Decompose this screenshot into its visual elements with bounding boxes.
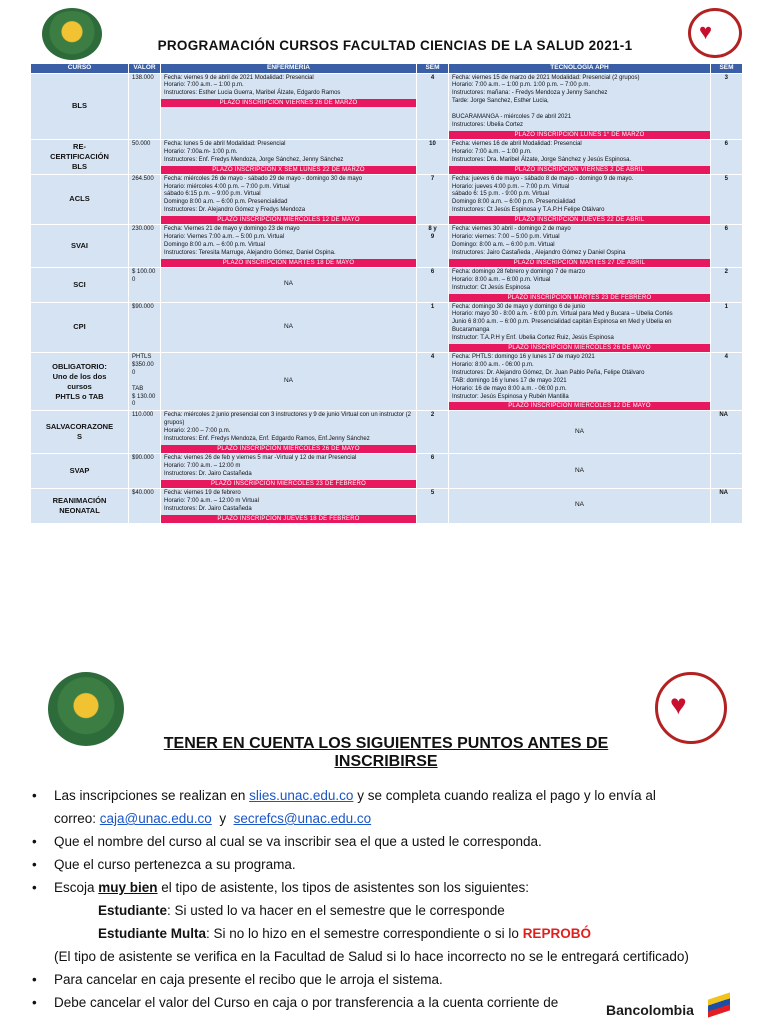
enrollment-deadline-banner: PLAZO INSCRIPCION MIERCOLES 12 DE MAYO xyxy=(449,402,710,410)
table-header-row xyxy=(31,64,743,74)
nursing-schedule: Fecha: viernes 19 de febrero Horario: 7:00 a.m. – 12:00 m Virtual Instructores: Dr. Jairo Castañeda PLAZO INSCRIPCION JUEVES 18 DE FEBRERO xyxy=(161,488,417,523)
nursing-schedule: Fecha: lunes 5 de abril Modalidad: Presencial Horario: 7:00a.m- 1:00 p.m. Instructores: Enf. Fredys Mendoza, Jorge Sánchez, Jenny Sánchez PLAZO INSCRIPCION X SEM LUNES 22 DE MARZO xyxy=(161,139,417,174)
course-value: $40.000 xyxy=(129,488,161,523)
enrollment-deadline-banner: PLAZO INSCRIPCION MARTES 23 DE FEBRERO xyxy=(449,294,710,302)
course-name: SCI xyxy=(31,267,129,302)
aph-semester: 1 xyxy=(711,302,743,353)
attendee-type-estudiante: Estudiante: Si usted lo va hacer en el semestre que le corresponde xyxy=(98,903,505,918)
slies-link[interactable]: slies.unac.edu.co xyxy=(249,788,354,803)
course-value: 230.000 xyxy=(129,225,161,268)
nursing-schedule: Fecha: Viernes 21 de mayo y domingo 23 de mayo Horario: Viernes 7:00 a.m. – 5:00 p.m. Virtual Domingo 8:00 a.m. – 6:00 p.m. Virtual Instructores: Teresita Marruge, Alejandro Gómez, Daniel Ospina. PLAZO INSCRIPCION MARTES 18 DE MAYO xyxy=(161,225,417,268)
aph-semester: 2 xyxy=(711,267,743,302)
nursing-semester: 6 xyxy=(417,454,449,489)
table-row xyxy=(31,139,743,174)
header-valor: VALOR xyxy=(129,64,161,74)
aph-semester: 3 xyxy=(711,73,743,139)
course-value: PHTLS $350.00 0 TAB $ 130.00 0 xyxy=(129,353,161,411)
header-sem-aph: SEM xyxy=(711,64,743,74)
course-value: $ 100.00 0 xyxy=(129,267,161,302)
enrollment-deadline-banner: PLAZO INSCRIPCION X SEM LUNES 22 DE MARZO xyxy=(161,166,416,174)
course-schedule-table xyxy=(30,63,743,524)
enrollment-deadline-banner: PLAZO INSCRIPCION JUEVES 18 DE FEBRERO xyxy=(161,515,416,523)
course-value: 264.500 xyxy=(129,174,161,225)
note-parenthetical: (El tipo de asistente se verifica en la Facultad de Salud si lo hace incorrecto no se le entregará certificado) xyxy=(54,949,689,964)
aph-schedule: NA xyxy=(449,454,711,489)
course-name: SVAP xyxy=(31,454,129,489)
nursing-schedule: Fecha: miércoles 26 de mayo - sábado 29 de mayo - domingo 30 de mayo Horario: miércoles 4:00 p.m. – 7:00 p.m. Virtual sábado 6:15 p.m. – 9:00 p.m. Virtual Domingo 8:00 a.m. – 6:00 p.m. Presencialidad Instructores: Dr. Alejandro Gómez y Fredys Mendoza PLAZO INSCRIPCION MIERCOLES 12 DE MAYO xyxy=(161,174,417,225)
course-value: 50.000 xyxy=(129,139,161,174)
enrollment-deadline-banner: PLAZO INSCRIPCION JUEVES 22 DE ABRIL xyxy=(449,216,710,224)
aph-schedule: Fecha: domingo 28 febrero y domingo 7 de marzo Horario: 8:00 a.m. – 6:00 p.m. Virtual Instructor: Ct Jesús Espinosa PLAZO INSCRIPCION MARTES 23 DE FEBRERO xyxy=(449,267,711,302)
note-item: • Que el nombre del curso al cual se va inscribir sea el que a usted le corresponda. xyxy=(30,830,730,853)
secrefcs-email-link[interactable]: secrefcs@unac.edu.co xyxy=(233,811,372,826)
enrollment-deadline-banner: PLAZO INSCRIPCION MIERCOLES 26 DE MAYO xyxy=(449,344,710,352)
aph-schedule: Fecha: PHTLS: domingo 16 y lunes 17 de mayo 2021 Horario: 8:00 a.m. - 06:00 p.m. Instructores: Dr. Alejandro Gómez, Dr. Juan Pablo Peña, Felipe Otálvaro TAB: domingo 16 y lunes 17 de mayo 2021 Horario: 16 de mayo 8:00 a.m. - 06:00 p.m. Instructor: Jesús Espinosa y Rubén Mantilla PLAZO INSCRIPCION MIERCOLES 12 DE MAYO xyxy=(449,353,711,411)
enrollment-deadline-banner: PLAZO INSCRIPCION MARTES 18 DE MAYO xyxy=(161,259,416,267)
course-name: CPI xyxy=(31,302,129,353)
notes-list xyxy=(30,784,730,1014)
unac-logo xyxy=(42,8,102,60)
nursing-semester: 7 xyxy=(417,174,449,225)
unac-logo-large xyxy=(48,672,124,746)
table-row xyxy=(31,411,743,454)
enrollment-deadline-banner: PLAZO INSCRIPCION LUNES 1° DE MARZO xyxy=(449,131,710,139)
aph-schedule: NA xyxy=(449,411,711,454)
aph-semester: NA xyxy=(711,488,743,523)
nursing-semester: 1 xyxy=(417,302,449,353)
table-row xyxy=(31,353,743,411)
note-item: • Las inscripciones se realizan en slies.unac.edu.co y se completa cuando realiza el pago y lo envía al correo: caja@unac.edu.co y secrefcs@unac.edu.co xyxy=(30,784,730,830)
aph-semester: NA xyxy=(711,411,743,454)
course-name: SALVACORAZONE S xyxy=(31,411,129,454)
table-row xyxy=(31,454,743,489)
nursing-schedule: NA xyxy=(161,267,417,302)
table-row xyxy=(31,73,743,139)
nursing-schedule: NA xyxy=(161,302,417,353)
page-title: PROGRAMACIÓN CURSOS FACULTAD CIENCIAS DE LA SALUD 2021-1 xyxy=(157,38,633,53)
course-name: SVAI xyxy=(31,225,129,268)
aph-schedule: Fecha: jueves 6 de mayo - sábado 8 de mayo - domingo 9 de mayo. Horario: jueves 4:00 p.m. – 7:00 p.m. Virtual sábado 6: 15 p.m. - 9:00 p.m. Virtual Domingo 8:00 a.m. – 6:00 p.m. Presencialidad Instructores: Ct Jesús Espinosa y T.A.P.H Felipe Otálvaro PLAZO INSCRIPCION JUEVES 22 DE ABRIL xyxy=(449,174,711,225)
course-name: REANIMACIÓN NEONATAL xyxy=(31,488,129,523)
caja-email-link[interactable]: caja@unac.edu.co xyxy=(99,811,212,826)
table-row xyxy=(31,302,743,353)
nursing-semester: 2 xyxy=(417,411,449,454)
american-heart-association-logo xyxy=(688,8,742,58)
nursing-schedule: Fecha: viernes 26 de feb y viernes 5 mar -Virtual y 12 de mar Presencial Horario: 7:00 a.m. – 12:00 m Instructores: Dr. Jairo Castañeda PLAZO INSCRIPCION MIERCOLES 23 DE FEBRERO xyxy=(161,454,417,489)
course-value: $90.000 xyxy=(129,454,161,489)
enrollment-deadline-banner: PLAZO INSCRIPCION MARTES 27 DE ABRIL xyxy=(449,259,710,267)
nursing-semester: 10 xyxy=(417,139,449,174)
aph-semester: 4 xyxy=(711,353,743,411)
course-name: RE- CERTIFICACIÓN BLS xyxy=(31,139,129,174)
header-enfermeria: ENFERMERÍA xyxy=(161,64,417,74)
header-sem-enfermeria: SEM xyxy=(417,64,449,74)
course-value: 110.000 xyxy=(129,411,161,454)
enrollment-deadline-banner: PLAZO INSCRIPCION VIERNES 2 DE ABRIL xyxy=(449,166,710,174)
notes-title: TENER EN CUENTA LOS SIGUIENTES PUNTOS ANTES DE INSCRIBIRSE xyxy=(163,735,609,770)
nursing-semester: 5 xyxy=(417,488,449,523)
enrollment-deadline-banner: PLAZO INSCRIPCION MIERCOLES 23 DE FEBRERO xyxy=(161,480,416,488)
aph-semester: 6 xyxy=(711,225,743,268)
table-row xyxy=(31,225,743,268)
aph-schedule: Fecha: viernes 30 abril - domingo 2 de mayo Horario: viernes: 7:00 – 5:00 p.m. Virtual Domingo: 8:00 a.m. – 6:00 p.m. Virtual Instructores: Jairo Castañeda , Alejandro Gómez y Daniel Ospina PLAZO INSCRIPCION MARTES 27 DE ABRIL xyxy=(449,225,711,268)
american-heart-association-logo-large xyxy=(655,672,727,744)
nursing-schedule: Fecha: miércoles 2 junio presencial con 3 instructores y 9 de junio Virtual con un instructor (2 grupos) Horario: 2:00 – 7:00 p.m. Instructores: Enf. Fredys Mendoza, Enf. Edgardo Ramos, Enf.Jenny Sánchez PLAZO INSCRIPCION MIERCOLES 26 DE MAYO xyxy=(161,411,417,454)
note-item: • Que el curso pertenezca a su programa. xyxy=(30,853,730,876)
table-row xyxy=(31,488,743,523)
nursing-semester: 4 xyxy=(417,73,449,139)
nursing-semester: 8 y 9 xyxy=(417,225,449,268)
enrollment-deadline-banner: PLAZO INSCRIPCION MIERCOLES 12 DE MAYO xyxy=(161,216,416,224)
aph-schedule: Fecha: domingo 30 de mayo y domingo 6 de junio Horario: mayo 30 - 8:00 a.m. - 6:00 p.m. Virtual para Med y Bucara – Ubelia Cortés Junio 6 8:00 a.m. – 6:00 p.m. Presencialidad capitán Espinosa en Med y Ubelia en Bucaramanga Instructor: T.A.P.H y Enf. Ubelia Cortez Ruiz, Jesús Espinosa PLAZO INSCRIPCION MIERCOLES 26 DE MAYO xyxy=(449,302,711,353)
aph-semester: 6 xyxy=(711,139,743,174)
course-value: $90.000 xyxy=(129,302,161,353)
enrollment-deadline-banner: PLAZO INSCRIPCION VIERNES 26 DE MARZO xyxy=(161,99,416,107)
nursing-schedule: Fecha: viernes 9 de abril de 2021 Modalidad: Presencial Horario: 7:00 a.m. – 1:00 p.m. Instructores: Esther Lucia Guerra, Maribel Álzate, Edgardo Ramos PLAZO INSCRIPCION VIERNES 26 DE MARZO xyxy=(161,73,417,139)
enrollment-deadline-banner: PLAZO INSCRIPCION MIERCOLES 26 DE MAYO xyxy=(161,445,416,453)
attendee-type-estudiante-multa: Estudiante Multa: Si no lo hizo en el semestre correspondiente o si lo REPROBÓ xyxy=(98,926,591,941)
course-name: BLS xyxy=(31,73,129,139)
header-curso: CURSO xyxy=(31,64,129,74)
note-item: • Escoja muy bien el tipo de asistente, los tipos de asistentes son los siguientes: xyxy=(30,876,730,899)
course-name: OBLIGATORIO: Uno de los dos cursos PHTLS o TAB xyxy=(31,353,129,411)
course-value: 138.000 xyxy=(129,73,161,139)
aph-schedule: Fecha: viernes 16 de abril Modalidad: Presencial Horario: 7:00 a.m. – 1:00 p.m. Instructores: Dra. Maribel Álzate, Jorge Sánchez y Jesús Espinosa. PLAZO INSCRIPCION VIERNES 2 DE ABRIL xyxy=(449,139,711,174)
note-item: • Debe cancelar el valor del Curso en caja o por transferencia a la cuenta corriente de xyxy=(30,991,730,1014)
nursing-semester: 4 xyxy=(417,353,449,411)
note-item: • Para cancelar en caja presente el recibo que le arroja el sistema. xyxy=(30,968,730,991)
bancolombia-logo: Bancolombia xyxy=(606,1002,694,1018)
aph-schedule: Fecha: viernes 15 de marzo de 2021 Modalidad: Presencial (2 grupos) Horario: 7:00 a.m. – 1:00 p.m. 1:00 p.m. – 7:00 p.m. Instructores: mañana: - Fredys Mendoza y Jenny Sanchez Tarde: Jorge Sanchez, Esther Lucia, BUCARAMANGA - miércoles 7 de abril 2021 Instructores: Ubelia Cortez PLAZO INSCRIPCION LUNES 1° DE MARZO xyxy=(449,73,711,139)
nursing-schedule: NA xyxy=(161,353,417,411)
table-row xyxy=(31,174,743,225)
table-row xyxy=(31,267,743,302)
aph-semester: 5 xyxy=(711,174,743,225)
header-tecnologia-aph: TECNOLOGÍA APH xyxy=(449,64,711,74)
aph-schedule: NA xyxy=(449,488,711,523)
aph-semester xyxy=(711,454,743,489)
course-name: ACLS xyxy=(31,174,129,225)
nursing-semester: 6 xyxy=(417,267,449,302)
